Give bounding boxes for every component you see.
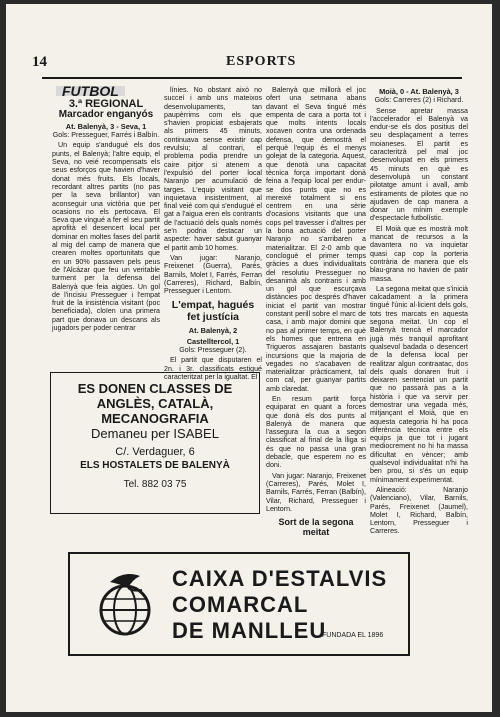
header-rule: [42, 77, 462, 79]
article-headline: Sort de la segona meitat: [278, 517, 354, 538]
advert-line: Demaneu per ISABEL: [91, 426, 219, 441]
match-goals: Gols: Carreres (2) i Richard.: [374, 96, 464, 105]
article-text: El Moià que es mostrà molt mancat de recursos a la davantera no va inquietar quasi cap cop la porteria contrària de manera que els blau-grana no havien de patir massa.: [370, 224, 468, 283]
advert-line: MECANOGRAFIA: [101, 411, 209, 426]
column-1: [52, 83, 160, 364]
article-headline: L'empat, hagués fet justícia: [171, 299, 255, 324]
futbol-badge: FUTBOL: [56, 86, 125, 96]
bank-name-line: DE MANLLEU: [172, 618, 327, 643]
match-goals: Gols: Presseguer, Farrés i Balbín.: [52, 131, 160, 140]
advert-phone: Tel. 882 03 75: [123, 479, 187, 490]
bank-name-line: COMARCAL: [172, 592, 309, 617]
column-3: [266, 86, 366, 556]
founded-text: FUNDADA EL 1896: [322, 632, 384, 639]
match-goals: Gols: Presseguer (2).: [179, 346, 247, 355]
article-text: La segona meitat que s'inicià calcadament a la primera tingué l'únic al·licient dels gols, tots tres marcats en aquesta segona meitat. Un cop el Balenyà trencà el marcador jugà més tranquil aprofitant qualsevol badada o desencert de la defensa local per realitzar algun contraatac, dos dels quals donaren fruit i deixaren sentenciat un partit que no passarà pas a la història i que va servir per demostrar una vegada més, mitjançant el Moià, que en aquesta categoria hi ha poca diferència tècnica entre els equips ja que tot i jugant mediocrement no hi ha massa dificultat en vèncer; amb qualsevol individualitat n'hi ha ben prou, si s'és un equip mínimament experimentat.: [370, 284, 468, 484]
bank-banner: [68, 552, 410, 656]
section-title: ESPORTS: [226, 54, 297, 69]
article-text: Balenyà que millorà el joc ofert una setmana abans davant el Seva tingué més empenta de cara a porta tot i que molts intents locals xocaven contra una ordenada defensa, que demostrà el perquè l'equip és el menys golejat de la categoria. Aquest, que denotà una capacitat tècnica força important donà feina a l'equip local per endur-se dos punts que no es mereixé totalment si ens centrem en una sèrie d'ocasions visitants que una cops pel travesser i d'altres per la bona actuació del porter Naranjo no s'arribaren a materialitzar. El 2-0 amb que concloguè el primer temps gràcies a dues individualitats del resolutiu Presseguer no desanimà als contraris i amb un gol que escurçava distàncies poc després d'haver iniciat el partit van mostrar constant perill sobre el marc de casa, i amb major domini que no pas al primer temps, en què els homes que entrena en Trigueros assajaren bastants incursions que la majoria de vegades no s'acabaven de materialitzar pràcticament, tal com cal, per guanyar partits amb claredat.: [266, 86, 366, 393]
lineup-text: Van jugar: Naranjo, Freixenet (Guerra), Parés, Barnils, Molet I, Farrés, Ferran (Carreres), Richard, Balbín, Presseguer i Lentorn.: [164, 253, 262, 296]
advert-line: ES DONEN CLASSES DE: [77, 381, 233, 396]
article-text: línies. No obstant això no succeí i amb uns mateixos desenvolupaments, tan paupèrrims com els que s'havien propiciat esbajerats als primers 45 minuts, continuava sense existir cap revulsiu; al contrari, el problema podia prendre un caire pitjor si atenem a l'expulsió del porter local Naranjo per acumulació de targes. L'equip visitant que inquietava insistentment, al final veié com qui s'endugué el gat a l'aigua eren els contrants de l'actuació dels quals només se'n podria destacar un aspecte: haver sabut guanyar el partit amb 10 homes.: [164, 86, 262, 252]
match-result-line2: Castelltercol, 1: [186, 336, 240, 346]
article-headline: Marcador enganyós: [58, 108, 154, 120]
article-text: En resum partit força equiparat en quant a forces que donà els dos punts al Balenyà de manera que l'assegura la cua a segon classificat al final de la lliga si és que no passa una gran debacle, que esperem no es doni.: [266, 394, 366, 470]
advert-line: ANGLÈS, CATALÀ,: [96, 396, 214, 411]
advert-address: C/. Verdaguer, 6: [115, 446, 195, 458]
advert-town: ELS HOSTALETS DE BALENYÀ: [80, 460, 230, 471]
column-4: [370, 86, 468, 556]
division-title: 3.ª REGIONAL: [68, 98, 144, 111]
dove-globe-logo-icon: [88, 566, 162, 640]
article-text: El partit que disputaren el 2n. i 3r. classificats estigué caracteritzat per la igualtat. El: [164, 356, 262, 381]
match-result: At. Balenyà, 2: [188, 326, 238, 336]
page-number: 14: [32, 54, 47, 70]
column-2: [164, 86, 262, 381]
article-text: Sense apretar massa l'accelerador el Balenyà va endur-se els dos positius del seu desplaçament a terres moianeses. El partit es caracteritzà pel mal joc desenvolupat en els primers 45 minuts en què es desenvolupà un constant pilotatge amunt i avall, amb estiraments de pilotes que no ajudaven de cap manera a donar un mínim exemple d'espectacle futbolístic.: [370, 106, 468, 223]
match-result: At. Balenyà, 3 - Seva, 1: [65, 121, 147, 131]
bank-name-line: CAIXA D'ESTALVIS: [172, 566, 388, 591]
match-result: Moià, 0 - At. Balenyà, 3: [379, 87, 459, 96]
lineup-text: Alineació: Naranjo (Valenciano), Vilar, Barnils, Parés, Freixenet (Jaumel), Molet I, Richard, Balbín, Lentorn, Presseguer i Carreres.: [370, 485, 468, 536]
magazine-page: [6, 4, 492, 712]
lineup-text: Van jugar: Naranjo, Freixenet (Carreres), Parés, Molet I, Barnils, Farrés, Ferran (Balbín), Vilar, Richard, Presseguer i Lentorn.: [266, 471, 366, 513]
classes-advert: [50, 372, 260, 514]
article-text: Un equip s'andugué els dos punts, el Balenyà; l'altre equip, el Seva, no veié recompensats els seus esforços que havien d'haver donat més fruits. Els locals, recordant altres partits (no pas per la seva brillantor) van aconseguir una victòria que per ocasions no els pertocava. El Seva que vingué a fer el seu partit aprofità el desencert local per dominar en moltes fases del partit al mig del camp de manera que crearen moltes oportunitats que en un 90% passaven pels peus de l'Alcázar que feu un veritable turment per la defensa del Balenyà que feia aigües. Un gol de l'incisiu Presseguer i l'empat fruit de la insistència visitant (poc beneficiada), cloïen una primera part que donava un descans als jugadors per poder centrar: [52, 141, 160, 333]
